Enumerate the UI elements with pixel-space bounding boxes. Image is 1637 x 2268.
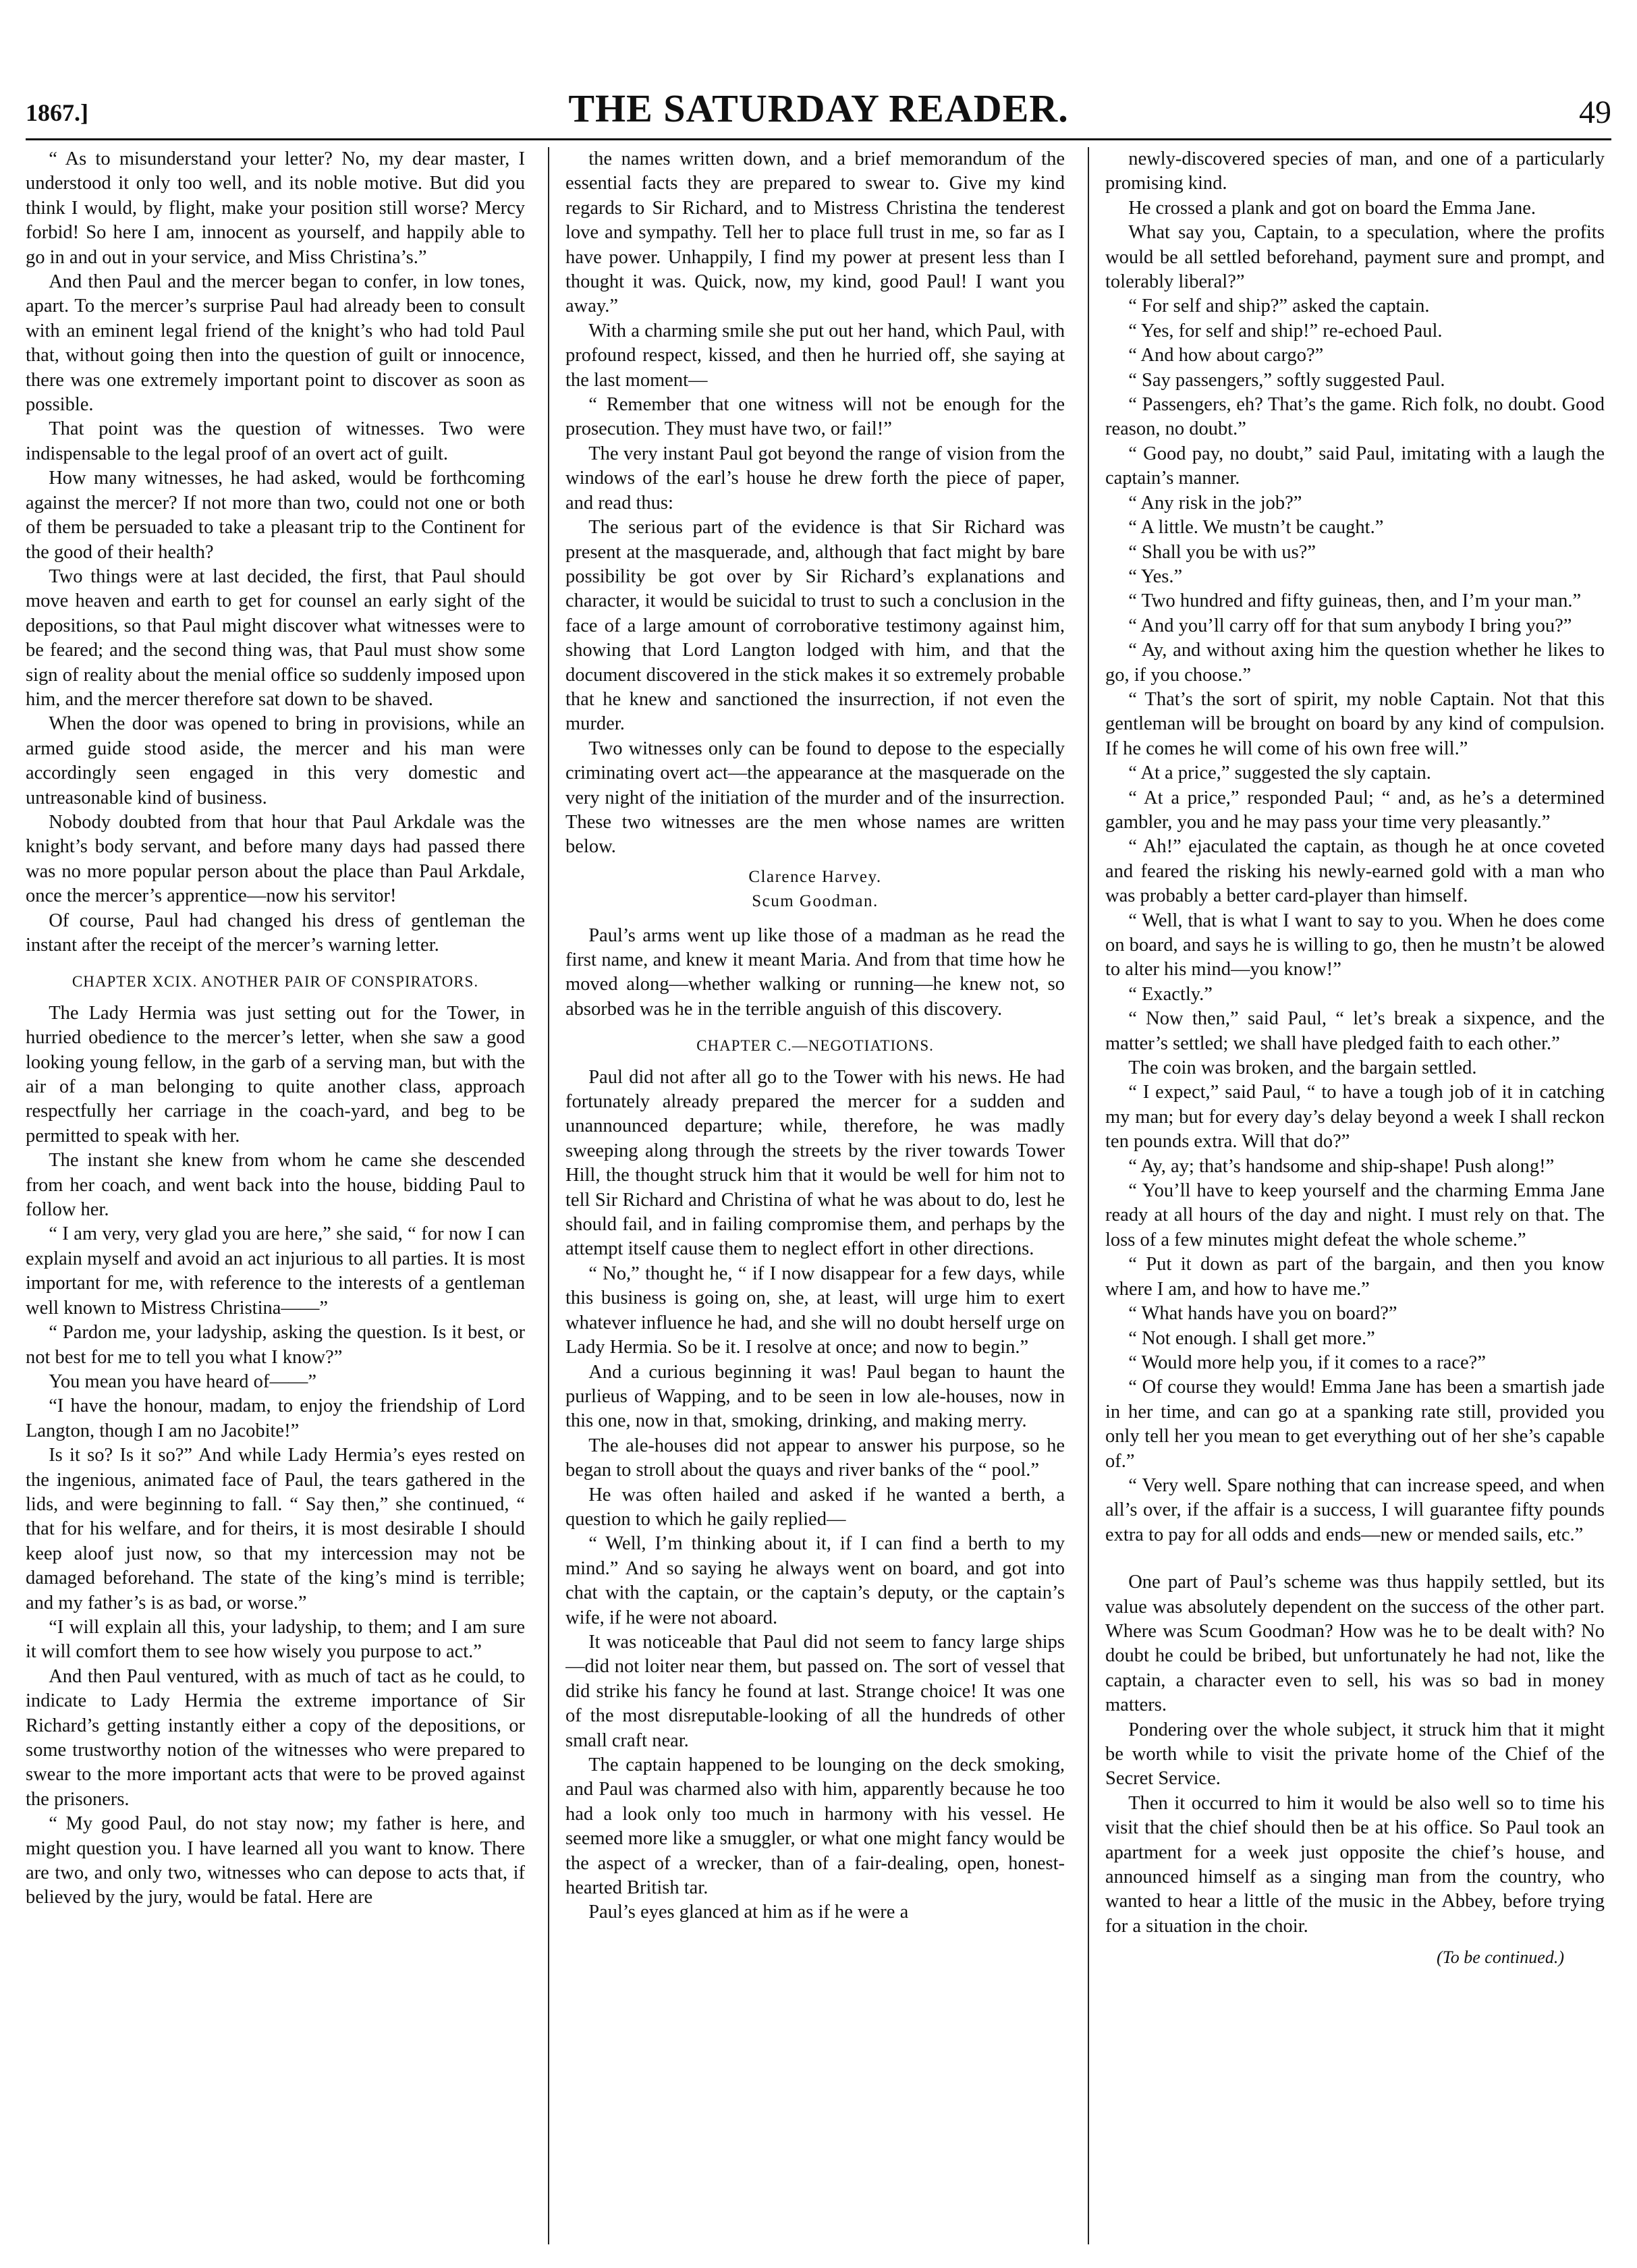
- paragraph: And then Paul and the mercer began to confer, in low tones, apart. To the mercer’s surprise Paul had already been to consult with an eminent legal friend of the knight’s who had told Paul that, without going then into the question of guilt or innocence, there was one extremely important point to discover as soon as possible.: [26, 271, 525, 416]
- paragraph: With a charming smile she put out her hand, which Paul, with profound respect, kissed, and then he hurried off, she saying at the last moment—: [565, 320, 1065, 391]
- paragraph: “ Passengers, eh? That’s the game. Rich folk, no doubt. Good reason, no doubt.”: [1105, 394, 1605, 440]
- paragraph: Is it so? Is it so?” And while Lady Hermia’s eyes rested on the ingenious, animated face of Paul, the tears gathered in the lids, and were beginning to fall. “ Say then,” she continued, “ that for his welfare, and for theirs, it is most desirable I should keep aloof just now, so that my intercession may not be damaged beforehand. The state of the king’s mind is terrible; and my father’s is as bad, or worse.”: [26, 1445, 525, 1613]
- paragraph: The serious part of the evidence is that Sir Richard was present at the masquerade, and, although that fact might by bare possibility be got over by Sir Richard’s explanations and character, it would be suicidal to trust to such a conclusion in the face of a large amount of corroborative testimony against him, showing that Lord Langton lodged with him, and that the document discovered in the stick makes it so extremely probable that he knew and sanctioned the insurrection, if not even the murder.: [565, 517, 1065, 735]
- paragraph: Then it occurred to him it would be also well so to time his visit that the chief should then be at his office. So Paul took an apartment for a week just opposite the chief’s house, and announced himself as a singing man from the country, who wanted to hear a little of the music in the Abbey, before trying for a situation in the choir.: [1105, 1792, 1605, 1937]
- paragraph: “I have the honour, madam, to enjoy the friendship of Lord Langton, though I am no Jacobite!”: [26, 1395, 525, 1441]
- paragraph: One part of Paul’s scheme was thus happily settled, but its value was absolutely dependent on the success of the other part. Where was Scum Goodman? How was he to be dealt with? No doubt he could be bribed, but unfortunately he had not, like the captain, a character even to sell, his was so bad in money matters.: [1105, 1572, 1605, 1716]
- paragraph: When the door was opened to bring in provisions, while an armed guide stood aside, the mercer and his man were accordingly seen engaged in this very domestic and untreasonable kind of business.: [26, 713, 525, 808]
- paragraph: “ For self and ship?” asked the captain.: [1128, 296, 1430, 317]
- paragraph: Paul’s arms went up like those of a madman as he read the first name, and knew it meant Maria. And from that time how he moved along—whether walking or running—he knew not, so absorbed was he in the terrible anguish of this discovery.: [565, 924, 1065, 1020]
- paragraph: “ Ah!” ejaculated the captain, as though he at once coveted and feared the risking his newly-earned gold with a man who was probably a better card-player than himself.: [1105, 836, 1605, 907]
- page-header: [26, 80, 1611, 131]
- paragraph: “ You’ll have to keep yourself and the charming Emma Jane ready at all hours of the day and night. I must rely on that. The loss of a few minutes might defeat the whole scheme.”: [1105, 1180, 1605, 1250]
- paragraph: The very instant Paul got beyond the range of vision from the windows of the earl’s house he drew forth the piece of paper, and read thus:: [565, 443, 1065, 514]
- paragraph: Nobody doubted from that hour that Paul Arkdale was the knight’s body servant, and before many days had passed there was no more popular person about the place than Paul Arkdale, once the mercer’s apprentice—now his servitor!: [26, 811, 525, 907]
- paragraph: “ Well, that is what I want to say to you. When he does come on board, and says he is willing to go, then he mustn’t be alowed to alter his mind—you know!”: [1105, 910, 1605, 980]
- masthead-title: THE SATURDAY READER.: [568, 86, 1069, 130]
- issue-date: 1867.]: [26, 99, 88, 126]
- paragraph: The captain happened to be lounging on the deck smoking, and Paul was charmed also with him, apparently because he too had a look only too much in harmony with his vessel. He seemed more like a smuggler, or what one might fancy would be the aspect of a wrecker, than of a fair-dealing, open, honest-hearted British tar.: [565, 1754, 1065, 1899]
- paragraph: Two witnesses only can be found to depose to the especially criminating overt act—the appearance at the masquerade on the very night of the initiation of the murder and of the insurrection. These two witnesses are the men whose names are written below.: [565, 738, 1065, 858]
- paragraph: “ What hands have you on board?”: [1128, 1303, 1397, 1325]
- column-divider: [548, 147, 549, 2244]
- column-3-paragraphs: [1105, 147, 1605, 1547]
- paragraph: You mean you have heard of——”: [49, 1371, 316, 1392]
- paragraph: And a curious beginning it was! Paul began to haunt the purlieus of Wapping, and to be seen in low ale-houses, now in this one, now in that, smoking, drinking, and making merry.: [565, 1361, 1065, 1432]
- column-2-paragraphs-3: [565, 1066, 1065, 1925]
- paragraph: “ Good pay, no doubt,” said Paul, imitating with a laugh the captain’s manner.: [1105, 443, 1605, 489]
- paragraph: The coin was broken, and the bargain settled.: [1128, 1057, 1477, 1079]
- witness-names: [565, 865, 1065, 914]
- paragraph: “ I am very, very glad you are here,” she said, “ for now I can explain myself and avoid an act injurious to all parties. It is most important for me, with reference to the interests of a gentleman well known to Mistress Christina——”: [26, 1223, 525, 1319]
- column-1-paragraphs-2: [26, 1001, 525, 1910]
- paragraph: “ Shall you be with us?”: [1128, 541, 1316, 563]
- to-be-continued: (To be continued.): [1437, 1947, 1564, 1968]
- paragraph: “ Say passengers,” softly suggested Paul.: [1128, 369, 1445, 391]
- column-1-paragraphs: [26, 147, 525, 958]
- column-3: [1105, 147, 1605, 2244]
- header-rule: [26, 138, 1611, 140]
- paragraph: “ I expect,” said Paul, “ to have a tough job of it in catching my man; but for every day’s delay beyond a week I shall reckon ten pounds extra. Will that do?”: [1105, 1082, 1605, 1153]
- paragraph: “ Of course they would! Emma Jane has been a smartish jade in her time, and can go at a spanking rate still, provided you only tell her you mean to get everything out of her she’s capable of.”: [1105, 1377, 1605, 1472]
- chapter-heading: CHAPTER C.—NEGOTIATIONS.: [696, 1037, 934, 1055]
- paragraph: “ Any risk in the job?”: [1128, 492, 1302, 514]
- paragraph: And then Paul ventured, with as much of tact as he could, to indicate to Lady Hermia the extreme importance of Sir Richard’s getting instantly either a copy of the depositions, or some trustworthy notion of the witnesses who were prepared to swear to the more important acts that were to be proved against the prisoners.: [26, 1665, 525, 1810]
- paragraph: “ Well, I’m thinking about it, if I can find a berth to my mind.” And so saying he always went on board, and got into chat with the captain, or the captain’s deputy, or the captain’s wife, if he were not aboard.: [565, 1533, 1065, 1628]
- paragraph: How many witnesses, he had asked, would be forthcoming against the mercer? If not more than two, could not one or both of them be persuaded to take a pleasant trip to the Continent for the good of their health?: [26, 468, 525, 563]
- paragraph: “ At a price,” responded Paul; “ and, as he’s a determined gambler, you and he may pass your time very pleasantly.”: [1105, 787, 1605, 833]
- column-divider: [1088, 147, 1089, 2244]
- column-2-paragraphs-2: [565, 924, 1065, 1022]
- paragraph: Two things were at last decided, the first, that Paul should move heaven and earth to get for counsel an early sight of the depositions, so that Paul might discover what witnesses were to be feared; and the second thing was, that Paul must show some sign of reality about the menial office so suddenly imposed upon him, and the mercer therefore sat down to be shaved.: [26, 565, 525, 710]
- paragraph: “ At a price,” suggested the sly captain.: [1128, 763, 1431, 784]
- paragraph: “ Very well. Spare nothing that can increase speed, and when all’s over, if the affair is a success, I will guarantee fifty pounds extra to pay for all odds and ends—new or mended sails, etc.”: [1105, 1474, 1605, 1545]
- witness-name-1: Clarence Harvey.: [748, 867, 882, 886]
- witness-name-2: Scum Goodman.: [752, 892, 879, 911]
- section-gap: [1105, 1547, 1605, 1570]
- paragraph: Pondering over the whole subject, it struck him that it might be worth while to visit the private home of the Chief of the Secret Service.: [1105, 1719, 1605, 1790]
- paragraph: “ Yes.”: [1128, 565, 1183, 587]
- column-3-paragraphs-2: [1105, 1570, 1605, 1939]
- paragraph: He crossed a plank and got on board the Emma Jane.: [1128, 197, 1536, 219]
- paragraph: Paul’s eyes glanced at him as if he were a: [588, 1902, 909, 1923]
- paragraph: “ As to misunderstand your letter? No, my dear master, I understood it only too well, and its noble motive. But did you think I would, by flight, make your position still worse? Mercy forbid! So here I am, innocent as yourself, and happily able to go in and out in your service, and Miss Christina’s.”: [26, 148, 525, 268]
- paragraph: “ Ay, and without axing him the question whether he likes to go, if you choose.”: [1105, 640, 1605, 686]
- paragraph: “ Ay, ay; that’s handsome and ship-shape! Push along!”: [1128, 1155, 1555, 1177]
- column-2: [565, 147, 1065, 2244]
- paragraph: The ale-houses did not appear to answer his purpose, so he began to stroll about the quays and river banks of the “ pool.”: [565, 1435, 1065, 1481]
- paragraph: The Lady Hermia was just setting out for the Tower, in hurried obedience to the mercer’s letter, when she saw a good looking young fellow, in the garb of a serving man, but with the air of a man belonging to quite another class, approach respectfully her carriage in the coach-yard, and beg to be permitted to speak with her.: [26, 1002, 525, 1146]
- paragraph: “ Would more help you, if it comes to a race?”: [1128, 1352, 1486, 1373]
- page-number: 49: [1579, 94, 1611, 130]
- paragraph: That point was the question of witnesses. Two were indispensable to the legal proof of an overt act of guilt.: [26, 418, 525, 464]
- chapter-heading: CHAPTER XCIX. ANOTHER PAIR OF CONSPIRATORS.: [72, 973, 479, 991]
- paragraph: newly-discovered species of man, and one of a particularly promising kind.: [1105, 148, 1605, 194]
- paragraph: What say you, Captain, to a speculation, where the profits would be all settled beforehand, payment sure and prompt, and tolerably liberal?”: [1105, 222, 1605, 293]
- column-1: [26, 147, 525, 2244]
- paragraph: “ That’s the sort of spirit, my noble Captain. Not that this gentleman will be brought on board by any kind of compulsion. If he comes he will come of his own free will.”: [1105, 688, 1605, 759]
- paragraph: “ Pardon me, your ladyship, asking the question. Is it best, or not best for me to tell you what I know?”: [26, 1322, 525, 1368]
- column-2-paragraphs: [565, 147, 1065, 860]
- paragraph: “ Put it down as part of the bargain, and then you know where I am, and how to have me.”: [1105, 1254, 1605, 1300]
- paragraph: “ No,” thought he, “ if I now disappear for a few days, while this business is going on, she, at least, will urge him to exert whatever influence he had, and she will no doubt herself urge on Lady Hermia. So be it. I resolve at once; and now to begin.”: [565, 1263, 1065, 1358]
- paragraph: “ A little. We mustn’t be caught.”: [1128, 517, 1384, 538]
- paragraph: Of course, Paul had changed his dress of gentleman the instant after the receipt of the mercer’s warning letter.: [26, 910, 525, 956]
- paragraph: “ Yes, for self and ship!” re-echoed Paul.: [1128, 320, 1443, 341]
- paragraph: It was noticeable that Paul did not seem to fancy large ships—did not loiter near them, but passed on. The sort of vessel that did strike his fancy he found at last. Strange choice! It was one of the most disreputable-looking of all the hundreds of other small craft near.: [565, 1631, 1065, 1751]
- paragraph: “ Now then,” said Paul, “ let’s break a sixpence, and the matter’s settled; we shall have pledged faith to each other.”: [1105, 1008, 1605, 1054]
- paragraph: the names written down, and a brief memorandum of the essential facts they are prepared to swear to. Give my kind regards to Sir Richard, and to Mistress Christina the tenderest love and sympathy. Tell her to place full trust in me, so far as I have power. Unhappily, I find my power at present less than I thought it was. Quick, now, my kind, good Paul! I want you away.”: [565, 148, 1065, 317]
- paragraph: “ And how about cargo?”: [1128, 345, 1324, 366]
- paragraph: “ Exactly.”: [1128, 983, 1213, 1005]
- paragraph: “ And you’ll carry off for that sum anybody I bring you?”: [1128, 615, 1572, 636]
- paragraph: “ Remember that one witness will not be enough for the prosecution. They must have two, or fail!”: [565, 394, 1065, 440]
- paragraph: “ Not enough. I shall get more.”: [1128, 1327, 1375, 1349]
- paragraph: The instant she knew from whom he came she descended from her coach, and went back into the house, bidding Paul to follow her.: [26, 1150, 525, 1221]
- paragraph: “I will explain all this, your ladyship, to them; and I am sure it will comfort them to see how wisely you purpose to act.”: [26, 1616, 525, 1663]
- paragraph: “ My good Paul, do not stay now; my father is here, and might question you. I have learned all you want to know. There are two, and only two, witnesses who can depose to acts that, if believed by the jury, would be fatal. Here are: [26, 1813, 525, 1908]
- paragraph: “ Two hundred and fifty guineas, then, and I’m your man.”: [1128, 590, 1582, 612]
- paragraph: He was often hailed and asked if he wanted a berth, a question to which he gaily replied—: [565, 1484, 1065, 1530]
- paragraph: Paul did not after all go to the Tower with his news. He had fortunately already prepared the mercer for a sudden and unannounced departure; while, therefore, he was madly sweeping along through the streets by the river towards Tower Hill, the thought struck him that it would be well for him not to tell Sir Richard and Christina of what he was about to do, lest he should fail, and in failing compromise them, and perhaps by the attempt itself cause them to neglect effort in other directions.: [565, 1066, 1065, 1260]
